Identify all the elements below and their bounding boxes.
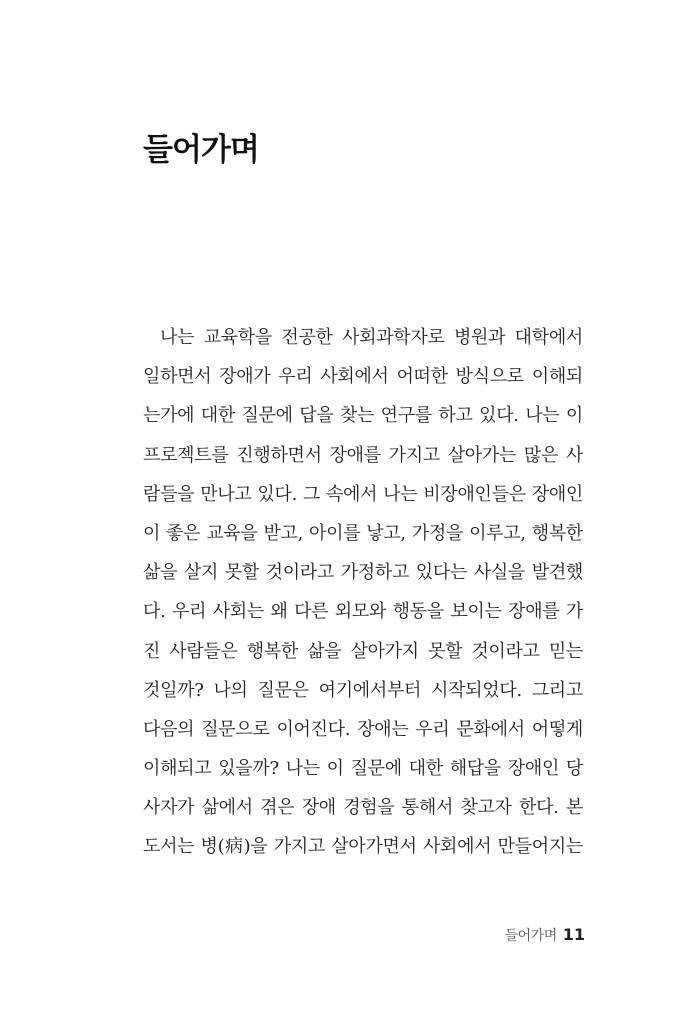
text-line: 일하면서 장애가 우리 사회에서 어떠한 방식으로 이해되 xyxy=(143,366,583,388)
page-number: 11 xyxy=(562,925,585,944)
body-paragraph xyxy=(143,318,583,867)
text-line: 삶을 살지 못할 것이라고 가정하고 있다는 사실을 발견했 xyxy=(143,562,583,584)
text-line: 람들을 만나고 있다. 그 속에서 나는 비장애인들은 장애인 xyxy=(143,483,583,505)
text-line: 이 좋은 교육을 받고, 아이를 낳고, 가정을 이루고, 행복한 xyxy=(143,522,583,544)
text-line: 이해되고 있을까? 나는 이 질문에 대한 해답을 장애인 당 xyxy=(143,758,583,780)
text-line: 것일까? 나의 질문은 여기에서부터 시작되었다. 그리고 xyxy=(143,679,583,701)
running-title: 들어가며 xyxy=(504,928,557,944)
chapter-title: 들어가며 xyxy=(143,132,259,168)
text-line: 는가에 대한 질문에 답을 찾는 연구를 하고 있다. 나는 이 xyxy=(143,405,583,427)
text-line: 다음의 질문으로 이어진다. 장애는 우리 문화에서 어떻게 xyxy=(143,718,583,740)
text-line: 사자가 삶에서 겪은 장애 경험을 통해서 찾고자 한다. 본 xyxy=(143,797,583,819)
text-line: 다. 우리 사회는 왜 다른 외모와 행동을 보이는 장애를 가 xyxy=(143,601,583,623)
page-footer xyxy=(505,925,585,945)
text-line: 도서는 병(病)을 가지고 살아가면서 사회에서 만들어지는 xyxy=(143,836,583,858)
text-line: 프로젝트를 진행하면서 장애를 가지고 살아가는 많은 사 xyxy=(143,444,583,466)
text-line: 나는 교육학을 전공한 사회과학자로 병원과 대학에서 xyxy=(160,327,583,348)
text-line: 진 사람들은 행복한 삶을 살아가지 못할 것이라고 믿는 xyxy=(143,640,583,662)
